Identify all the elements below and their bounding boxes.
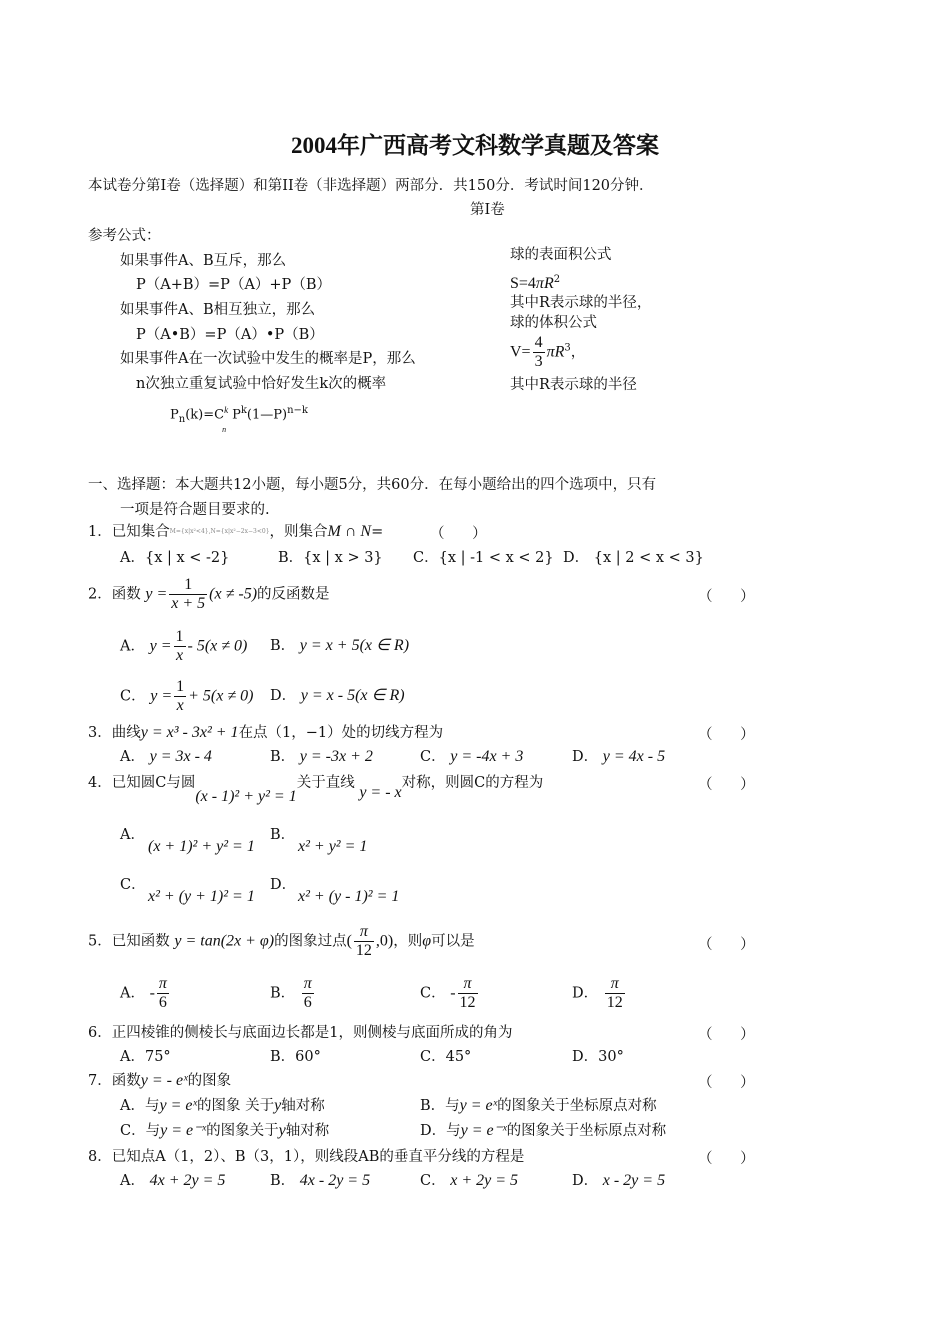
- option-c: [420, 1171, 518, 1191]
- question-4: [88, 773, 544, 805]
- q: x + 5: [171, 595, 206, 612]
- f: πR: [546, 343, 565, 361]
- q: 的图象: [187, 1073, 232, 1089]
- f: 3: [534, 353, 543, 370]
- q: A．: [120, 638, 145, 655]
- answer-paren: （ ）: [698, 589, 755, 605]
- question-1: [88, 522, 383, 542]
- q: 12: [355, 942, 372, 959]
- q: A．与: [120, 1098, 160, 1114]
- q: 7．函数: [88, 1073, 141, 1089]
- q: 2．函数: [88, 586, 141, 603]
- q: -: [149, 984, 155, 1002]
- q: 1: [175, 628, 184, 645]
- q: 1: [169, 576, 207, 595]
- option-a: A．{x | x < -2}: [120, 550, 230, 566]
- f: n−k: [287, 405, 308, 416]
- f: 3: [564, 342, 571, 354]
- q: y = e⁻ˣ: [460, 1122, 507, 1139]
- q: x: [176, 697, 184, 714]
- option-c: C．{x | -1 < x < 2}: [413, 550, 554, 566]
- q: 对称，则圆C的方程为: [401, 775, 544, 791]
- q: A．: [120, 1173, 145, 1189]
- q: 的图象关于坐标原点对称: [506, 1123, 667, 1139]
- page-title: 2004年广西高考文科数学真题及答案: [291, 133, 659, 158]
- sphere-volume-formula: [510, 334, 585, 371]
- answer-paren: （ ）: [698, 1151, 755, 1167]
- q: y = e⁻ˣ: [160, 1122, 207, 1139]
- option-b-label: B．: [270, 827, 296, 843]
- q: A．: [120, 985, 145, 1002]
- q: C．与: [120, 1123, 161, 1139]
- q: 轴对称: [281, 1098, 325, 1114]
- q: D．: [270, 688, 297, 704]
- sphere-area-formula: [510, 270, 560, 294]
- f: V=: [510, 343, 531, 361]
- q: π: [158, 975, 167, 992]
- q: C．: [420, 985, 446, 1002]
- f: k: [240, 405, 247, 416]
- option-b: B．{x | x > 3}: [278, 550, 383, 566]
- q: y = x³ - 3x² + 1: [140, 724, 239, 741]
- q: (x ≠ -5): [209, 585, 258, 603]
- q: B．: [270, 985, 296, 1002]
- option-b: B．60°: [270, 1049, 321, 1065]
- f: k: [224, 405, 229, 415]
- q: 6: [303, 994, 312, 1011]
- q: y = - eˣ: [140, 1072, 188, 1089]
- f: (1—P): [246, 407, 288, 423]
- q: B．与: [420, 1098, 460, 1114]
- answer-paren: （ ）: [430, 526, 487, 542]
- q: π: [458, 975, 478, 994]
- q: + 5(x ≠ 0): [188, 687, 254, 705]
- q: 的图象过点: [274, 933, 347, 950]
- formula-line: P（A+B）=P（A）+P（B）: [136, 277, 331, 293]
- option-a: [120, 1171, 225, 1191]
- option-b: [270, 747, 373, 767]
- question-2: [88, 576, 330, 613]
- question-5: [88, 923, 475, 960]
- q: B．: [270, 1173, 296, 1189]
- option-d: [572, 975, 627, 1012]
- f: P: [170, 407, 179, 423]
- q: y = x - 5(x ∈ R): [300, 687, 405, 704]
- q: x + 2y = 5: [450, 1172, 519, 1189]
- question-8: 8．已知点A（1，2）、B（3，1），则线段AB的垂直平分线的方程是: [88, 1149, 525, 1165]
- q: 的图象 关于: [197, 1098, 275, 1114]
- q: 5．已知函数: [88, 933, 170, 950]
- option-c: [120, 1121, 329, 1141]
- f: S=4: [510, 274, 536, 292]
- q: A．: [120, 749, 145, 765]
- f: πR: [535, 274, 554, 292]
- binomial-formula: [170, 400, 308, 434]
- q: y =: [150, 687, 173, 705]
- q: 的图象关于: [206, 1123, 279, 1139]
- q: 12: [459, 994, 476, 1011]
- option-c: x² + (y + 1)² = 1: [148, 888, 255, 905]
- q: y = -4x + 3: [450, 748, 524, 765]
- q: B．: [270, 638, 296, 654]
- q: (: [346, 932, 352, 950]
- intro-text: 本试卷分第Ⅰ卷（选择题）和第II卷（非选择题）两部分．共150分．考试时间120分钟．: [88, 178, 654, 194]
- option-d: D．30°: [572, 1049, 624, 1065]
- q: C．: [420, 749, 446, 765]
- q: -: [450, 984, 456, 1002]
- section-heading-cont: 一项是符合题目要求的.: [120, 502, 270, 518]
- option-d: [572, 747, 665, 767]
- q: y = 4x - 5: [602, 748, 666, 765]
- formula-line: 如果事件A、B互斥，那么: [120, 253, 287, 269]
- option-b: [270, 1171, 370, 1191]
- formula-line: 其中R表示球的半径: [510, 377, 637, 393]
- answer-paren: （ ）: [698, 937, 755, 953]
- q: 的反函数是: [257, 586, 330, 603]
- formula-line: 如果事件A、B相互独立，那么: [120, 302, 316, 318]
- q: C．: [120, 688, 146, 705]
- q: y = - x: [359, 784, 402, 801]
- q: ，则: [393, 933, 423, 950]
- answer-paren: （ ）: [698, 1027, 755, 1043]
- q: C．: [420, 1173, 446, 1189]
- q: D．与: [420, 1123, 461, 1139]
- q: 12: [606, 994, 623, 1011]
- q: 4x - 2y = 5: [299, 1172, 371, 1189]
- q: π: [354, 923, 374, 942]
- f: n: [222, 424, 227, 434]
- formula-line: 球的表面积公式: [510, 247, 612, 263]
- option-d-label: D．: [270, 877, 297, 893]
- q: y = -3x + 2: [299, 748, 373, 765]
- option-d: D． {x | 2 < x < 3}: [563, 550, 704, 566]
- option-b: [420, 1096, 657, 1116]
- q: 可以是: [431, 933, 475, 950]
- q: φ: [422, 932, 432, 950]
- q: 的图象关于坐标原点对称: [497, 1098, 657, 1114]
- f: ，: [570, 344, 586, 361]
- q: M={x|x²<4},N={x|x²−2x−3<0}: [169, 528, 270, 535]
- q: M ∩ N: [327, 523, 372, 540]
- option-d: [572, 1171, 665, 1191]
- f: 4: [534, 334, 543, 351]
- f: n: [178, 413, 186, 425]
- q: 轴对称: [285, 1123, 330, 1139]
- q: 4．已知圆C与圆: [88, 775, 196, 791]
- q: 1: [176, 678, 185, 695]
- q: y: [274, 1097, 282, 1114]
- q: π: [303, 975, 312, 992]
- q: 6: [158, 994, 167, 1011]
- q: y =: [149, 637, 172, 655]
- q: 3．曲线: [88, 725, 141, 741]
- q: x - 2y = 5: [602, 1172, 666, 1189]
- question-3: [88, 723, 443, 743]
- q: 在点（1，−1）处的切线方程为: [238, 725, 444, 741]
- formula-line: n次独立重复试验中恰好发生k次的概率: [136, 376, 387, 392]
- q: - 5(x ≠ 0): [187, 637, 248, 655]
- q: y = eˣ: [459, 1097, 498, 1114]
- q: ,0): [375, 932, 394, 950]
- f: 2: [553, 274, 561, 285]
- formulas-heading: 参考公式：: [88, 228, 161, 244]
- option-b: [270, 636, 409, 656]
- option-d: [270, 686, 405, 706]
- q: ，则集合: [269, 524, 328, 540]
- answer-paren: （ ）: [698, 1075, 755, 1091]
- q: y =: [145, 585, 168, 603]
- option-c: [420, 747, 523, 767]
- q: y = eˣ: [159, 1097, 197, 1114]
- answer-paren: （ ）: [698, 727, 755, 743]
- formula-line: 其中R表示球的半径，: [510, 295, 652, 311]
- formula-line: P（A•B）=P（A）•P（B）: [136, 327, 324, 343]
- q: y = x + 5(x ∈ R): [299, 637, 410, 654]
- option-d: [420, 1121, 666, 1141]
- option-b: [270, 975, 316, 1012]
- q: y: [278, 1122, 286, 1139]
- q: y = tan(2x + φ): [174, 932, 275, 950]
- f: P: [232, 407, 241, 423]
- formula-line: 如果事件A在一次试验中发生的概率是P，那么: [120, 351, 416, 367]
- option-a: A．75°: [120, 1049, 171, 1065]
- q: x: [175, 647, 184, 664]
- option-a: [120, 628, 247, 665]
- option-b: x² + y² = 1: [298, 838, 368, 855]
- q: 4x + 2y = 5: [149, 1172, 226, 1189]
- option-a: (x + 1)² + y² = 1: [148, 838, 255, 855]
- q: B．: [270, 749, 296, 765]
- option-c: [420, 975, 480, 1012]
- question-7: [88, 1071, 231, 1091]
- question-6: 6．正四棱锥的侧棱长与底面边长都是1，则侧棱与底面所成的角为: [88, 1025, 513, 1041]
- option-c: [120, 678, 253, 715]
- option-c: C．45°: [420, 1049, 472, 1065]
- option-a: [120, 975, 171, 1012]
- q: D．: [572, 749, 599, 765]
- q: 关于直线: [296, 775, 355, 791]
- option-a: [120, 1096, 325, 1116]
- q: y = 3x - 4: [149, 748, 212, 765]
- q: 1．已知集合: [88, 524, 170, 540]
- q: D．: [572, 985, 599, 1002]
- answer-paren: （ ）: [698, 777, 755, 793]
- part-heading: 第Ⅰ卷: [470, 202, 505, 218]
- q: D．: [572, 1173, 599, 1189]
- option-a-label: A．: [120, 827, 145, 843]
- q: =: [371, 524, 384, 540]
- q: π: [605, 975, 625, 994]
- q: (x - 1)² + y² = 1: [195, 788, 297, 805]
- f: (k)=C: [185, 407, 225, 423]
- formula-line: 球的体积公式: [510, 315, 597, 331]
- option-d: x² + (y - 1)² = 1: [298, 888, 400, 905]
- option-a: [120, 747, 212, 767]
- section-heading: 一、选择题：本大题共12小题，每小题5分，共60分．在每小题给出的四个选项中，只有: [88, 477, 657, 493]
- option-c-label: C．: [120, 877, 146, 893]
